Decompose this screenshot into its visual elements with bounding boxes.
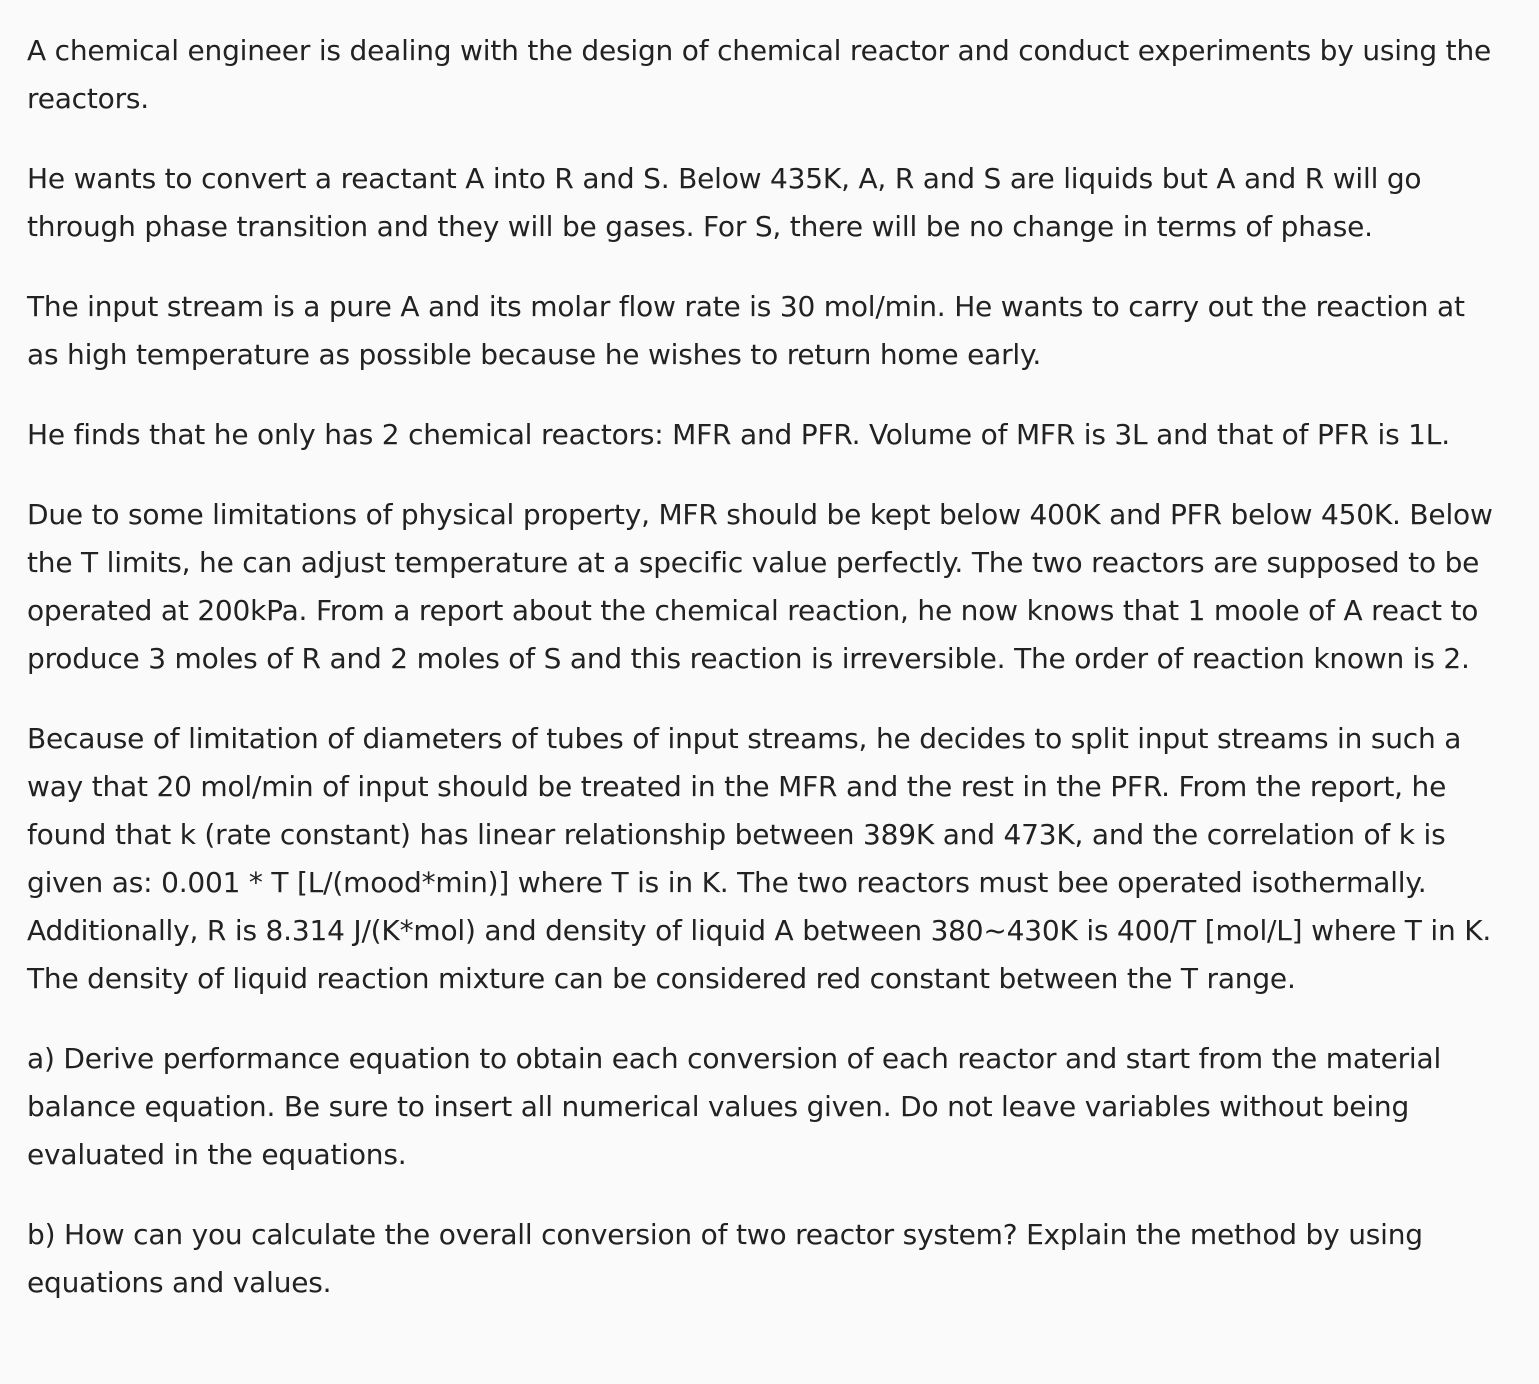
phase-paragraph: He wants to convert a reactant A into R and S. Below 435K, A, R and S are liquids but A and R will go through phase transition and they will be gases. For S, there will be no change in terms of phase.: [27, 162, 1422, 243]
reactors-paragraph: He finds that he only has 2 chemical reactors: MFR and PFR. Volume of MFR is 3L and that of PFR is 1L.: [27, 418, 1450, 451]
intro-paragraph: A chemical engineer is dealing with the design of chemical reactor and conduct experiments by using the reactors.: [27, 34, 1492, 115]
split-streams-paragraph: Because of limitation of diameters of tubes of input streams, he decides to split input streams in such a way that 20 mol/min of input should be treated in the MFR and the rest in the PFR. From the report, he found that k (rate constant) has linear relationship between 389K and 473K, and the correlation of k is given as: 0.001 * T [L/(mood*min)] where T is in K. The two reactors must bee operated isothermally. Additionally, R is 8.314 J/(K*mol) and density of liquid A between 380~430K is 400/T [mol/L] where T in K. The density of liquid reaction mixture can be considered red constant between the T range.: [27, 722, 1492, 995]
question-a-paragraph: a) Derive performance equation to obtain each conversion of each reactor and start from the material balance equation. Be sure to insert all numerical values given. Do not leave variables without being evaluated in the equations.: [27, 1042, 1442, 1171]
question-b-paragraph: b) How can you calculate the overall conversion of two reactor system? Explain the method by using equations and values.: [27, 1218, 1423, 1299]
input-stream-paragraph: The input stream is a pure A and its molar flow rate is 30 mol/min. He wants to carry out the reaction at as high temperature as possible because he wishes to return home early.: [27, 290, 1465, 371]
limitations-paragraph: Due to some limitations of physical property, MFR should be kept below 400K and PFR below 450K. Below the T limits, he can adjust temperature at a specific value perfectly. The two reactors are supposed to be operated at 200kPa. From a report about the chemical reaction, he now knows that 1 moole of A react to produce 3 moles of R and 2 moles of S and this reaction is irreversible. The order of reaction known is 2.: [27, 498, 1493, 675]
